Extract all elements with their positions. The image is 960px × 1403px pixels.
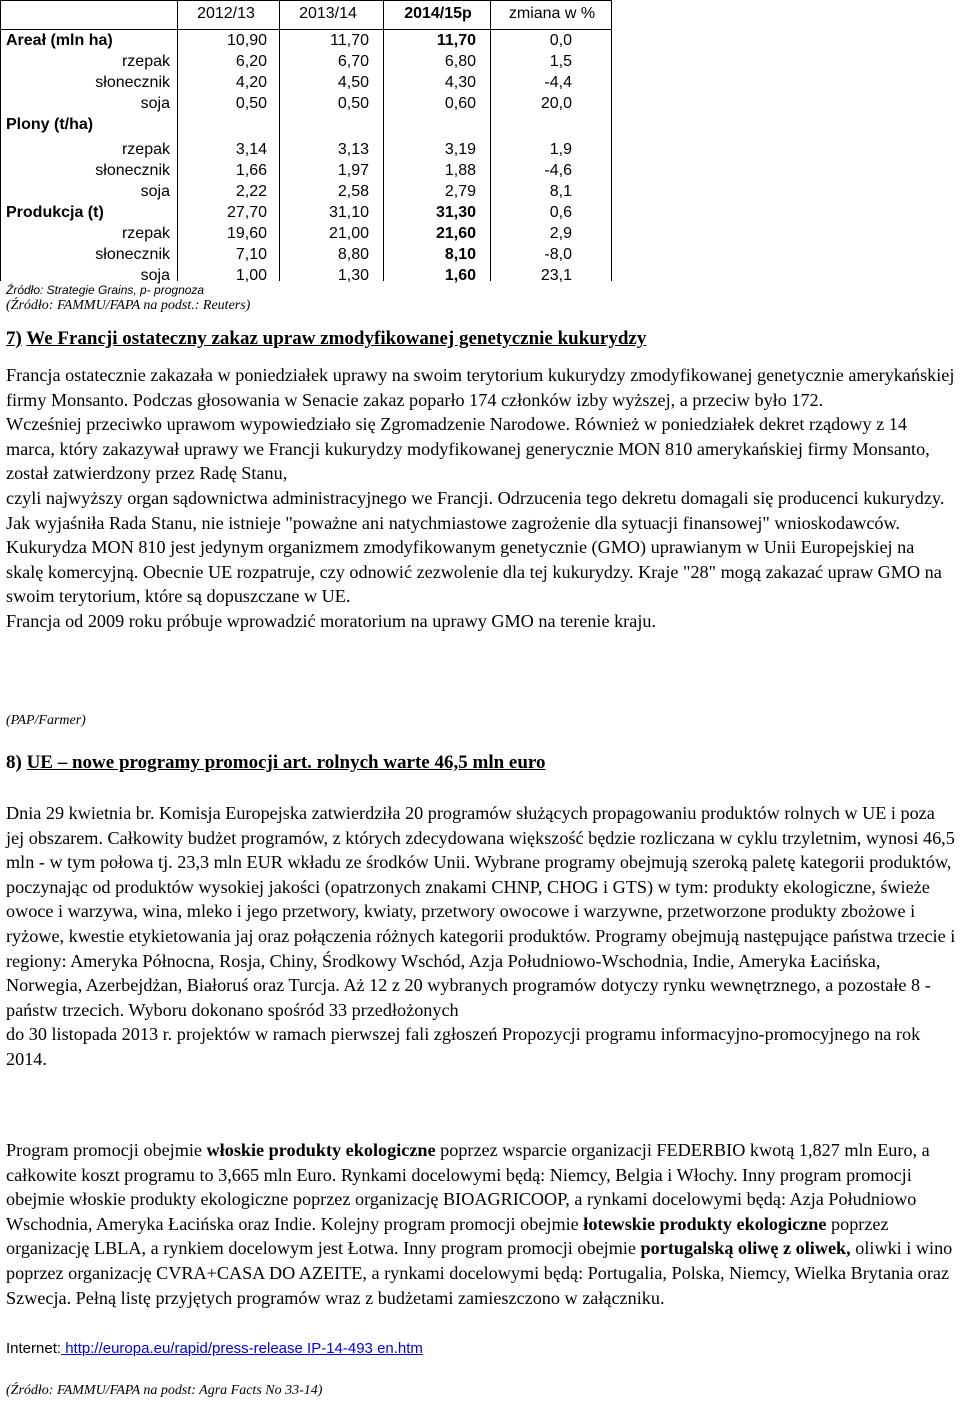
paragraph: Dnia 29 kwietnia br. Komisja Europejska zatwierdziła 20 programów służących propagowaniu produktów rolnych w UE i poza jej obszarem. Całkowity budżet programów, z których zdecydowana większość będzie rozliczana w cyklu trzyletnim, wynosi 46,5 mln - w tym połowa tj. 23,3 mln EUR wkładu ze środków Unii. Wybrane programy obejmują szeroką paletę kategorii produktów, poczynając od produktów wysokiej jakości (opatrzonych znakami CHNP, CHOG i GTS) w tym: produkty ekologiczne, świeże owoce i warzywa, wina, mleko i jego przetwory, kwiaty, przetwory owocowe i warzywne, przetworzone produkty zbożowe i ryżowe, kwestie etykietowania jaj oraz połączenia różnych kategorii produktów. Programy obejmują następujące państwa trzecie i regiony: Ameryka Północna, Rosja, Chiny, Środkowy Wschód, Azja Południowo-Wschodnia, Indie, Ameryka Łacińska, Norwegia, Azerbejdżan, Białoruś oraz Turcja. Aż 12 z 20 wybranych programów dotyczy rynku wewnętrznego, a pozostałe 8 - państw trzecich. Wyboru dokonano spośród 33 przedłożonych [6, 803, 956, 1020]
table-row [0, 74, 612, 95]
table-row [0, 246, 612, 267]
cell-2013-14: 0,50 [337, 95, 369, 112]
paragraph: Kukurydza MON 810 jest jedynym organizmem zmodyfikowanym genetycznie (GMO) uprawianym w Unii Europejskiej na skalę komercyjną. Obecnie UE rozpatruje, czy odnowić zezwolenie dla tej kukurydzy. Kraje "28" mogą zakazać upraw GMO na swoim terytorium, które są dopuszczane w UE. [6, 537, 942, 607]
cell-2012-13: 19,60 [226, 225, 267, 242]
cell-2012-13: 3,14 [235, 141, 267, 158]
cell-2013-14: 8,80 [337, 246, 369, 263]
emphasis: włoskie produkty ekologiczne [206, 1140, 436, 1160]
cell-2014-15p: 11,70 [436, 32, 476, 49]
paragraph: Jak wyjaśniła Rada Stanu, nie istnieje "poważne ani natychmiastowe zagrożenie dla sytuacji finansowej" wnioskodawców. [6, 512, 900, 533]
cell-change: 8,1 [549, 183, 572, 200]
row-label: Plony (t/ha) [6, 116, 94, 133]
cell-change: -4,4 [544, 74, 572, 91]
paragraph: Francja od 2009 roku próbuje wprowadzić moratorium na uprawy GMO na terenie kraju. [6, 610, 657, 631]
row-label: słonecznik [95, 162, 170, 179]
press-release-link[interactable]: http://europa.eu/rapid/press-release IP-14-493 en.htm [61, 1340, 423, 1357]
cell-2012-13: 1,00 [235, 267, 267, 284]
cell-change: 1,9 [549, 141, 572, 158]
cell-2014-15p: 21,60 [435, 225, 476, 242]
header-2012-13: 2012/13 [197, 5, 255, 22]
cell-2014-15p: 3,19 [444, 141, 476, 158]
cell-2013-14: 21,00 [328, 225, 369, 242]
table-row [0, 141, 612, 162]
section-7-body [6, 363, 956, 634]
row-label: słonecznik [95, 74, 170, 91]
cell-2012-13: 27,70 [226, 204, 267, 221]
table-top-border [0, 0, 612, 1]
cell-2014-15p: 8,10 [444, 246, 476, 263]
row-label: soja [140, 267, 170, 284]
table-header-divider [0, 29, 612, 30]
text: poprzez organizację LBLA, a rynkiem docelowym jest Łotwa. Inny program promocji obejmie [6, 1213, 889, 1259]
table-row [0, 225, 612, 246]
cell-2012-13: 10,90 [226, 32, 267, 49]
table-source-reuters: (Źródło: FAMMU/FAPA na podst.: Reuters) [6, 298, 251, 313]
table-row [0, 162, 612, 183]
paragraph: do 30 listopada 2013 r. projektów w ramach pierwszej fali zgłoszeń Propozycji programu informacyjno-promocyjnego na rok 2014. [6, 1024, 921, 1069]
row-label: Areał (mln ha) [6, 32, 113, 49]
emphasis: łotewskie produkty ekologiczne [583, 1213, 827, 1234]
cell-change: 0,6 [549, 204, 572, 221]
cell-change: 23,1 [540, 267, 572, 284]
table-row [0, 95, 612, 116]
text: Program promocji obejmie [6, 1140, 207, 1160]
header-2013-14: 2013/14 [299, 5, 357, 22]
cell-2012-13: 2,22 [235, 183, 267, 200]
cell-2012-13: 4,20 [235, 74, 267, 91]
table-header-row [0, 5, 612, 26]
cell-2013-14: 11,70 [330, 32, 369, 49]
row-label: soja [140, 95, 170, 112]
header-2014-15p: 2014/15p [404, 5, 472, 22]
cell-2014-15p: 1,88 [444, 162, 476, 179]
internet-label: Internet: [6, 1340, 62, 1357]
cell-2012-13: 6,20 [235, 53, 267, 70]
section-7-source: (PAP/Farmer) [6, 713, 86, 728]
cell-2014-15p: 31,30 [435, 204, 476, 221]
cell-change: 0,0 [549, 32, 572, 49]
cell-2012-13: 7,10 [235, 246, 267, 263]
row-label: Produkcja (t) [6, 204, 104, 221]
cell-change: 1,5 [549, 53, 572, 70]
section-7-title: We Francji ostateczny zakaz upraw zmodyfikowanej genetycznie kukurydzy [26, 328, 647, 349]
text: oliwki i wino poprzez organizację CVRA+CASA DO AZEITE, a rynkami docelowymi będą: Portugalia, Polska, Niemcy, Wielka Brytania oraz Szwecja. Pełną listę przyjętych programów wraz z budżetami zamieszczono w załączniku. [6, 1238, 953, 1308]
cell-2014-15p: 1,60 [444, 267, 476, 284]
row-label: słonecznik [95, 246, 170, 263]
table-row [0, 183, 612, 204]
row-label: soja [140, 183, 170, 200]
cell-change: -8,0 [544, 246, 572, 263]
row-label: rzepak [121, 225, 170, 242]
cell-2014-15p: 6,80 [444, 53, 476, 70]
paragraph: Francja ostatecznie zakazała w poniedziałek uprawy na swoim terytorium kukurydzy zmodyfikowanej genetycznie amerykańskiej firmy Monsanto. Podczas głosowania w Senacie zakaz poparło 174 członków izby wyższej, a przeciw było 172. [6, 365, 955, 410]
table-row [0, 53, 612, 74]
section-7-heading [6, 328, 646, 350]
paragraph [6, 1138, 956, 1310]
section-8-body [6, 801, 956, 1072]
paragraph: czyli najwyższy organ sądownictwa administracyjnego we Francji. Odrzucenia tego dekretu domagali się producenci kukurydzy. [6, 487, 945, 508]
emphasis: portugalską oliwę z oliwek, [640, 1238, 851, 1259]
cell-2013-14: 4,50 [337, 74, 369, 91]
cell-2014-15p: 0,60 [444, 95, 476, 112]
section-8-body-2 [6, 1138, 956, 1310]
section-8-title: UE – nowe programy promocji art. rolnych warte 46,5 mln euro [26, 752, 546, 773]
cell-2013-14: 31,10 [328, 204, 369, 221]
cell-change: 2,9 [549, 225, 572, 242]
cell-2013-14: 1,97 [337, 162, 369, 179]
cell-2012-13: 0,50 [235, 95, 267, 112]
header-change-pct: zmiana w % [508, 5, 596, 22]
table-row [0, 204, 612, 225]
cell-2014-15p: 2,79 [444, 183, 476, 200]
cell-change: 20,0 [540, 95, 572, 112]
paragraph: Wcześniej przeciwko uprawom wypowiedziało się Zgromadzenie Narodowe. Również w poniedziałek dekret rządowy z 14 marca, który zakazywał uprawy we Francji kukurydzy modyfikowanej generycznie MON 810 amerykańskiej firmy Monsanto, został zatwierdzony przez Radę Stanu, [6, 414, 930, 484]
cell-2013-14: 1,30 [337, 267, 369, 284]
row-label: rzepak [121, 141, 170, 158]
text: poprzez wsparcie organizacji FEDERBIO kwotą 1,827 mln Euro, a całkowite koszt programu to 3,665 mln Euro. Rynkami docelowymi będą: Niemcy, Belgia i Włochy. Inny program promocji obejmie włoskie produkty ekologiczne poprzez organizację BIOAGRICOOP, a rynkami docelowymi będą: Azja Południowo Wschodnia, Ameryka Łacińska oraz Indie. Kolejny program promocji obejmie [6, 1140, 930, 1234]
section-8-number: 8) [6, 752, 22, 773]
cell-2014-15p: 4,30 [444, 74, 476, 91]
table-row [0, 116, 612, 137]
cell-2013-14: 6,70 [337, 53, 369, 70]
cell-2013-14: 3,13 [337, 141, 369, 158]
table-row [0, 32, 612, 53]
table-source-note: Źródło: Strategie Grains, p- prognoza [6, 283, 205, 297]
section-8-source: (Źródło: FAMMU/FAPA na podst: Agra Facts No 33-14) [6, 1383, 323, 1398]
cell-change: -4,6 [544, 162, 572, 179]
section-8-heading [6, 752, 546, 774]
section-7-number: 7) [6, 328, 22, 349]
cell-2012-13: 1,66 [235, 162, 267, 179]
internet-line [6, 1340, 423, 1357]
row-label: rzepak [121, 53, 170, 70]
cell-2013-14: 2,58 [337, 183, 369, 200]
